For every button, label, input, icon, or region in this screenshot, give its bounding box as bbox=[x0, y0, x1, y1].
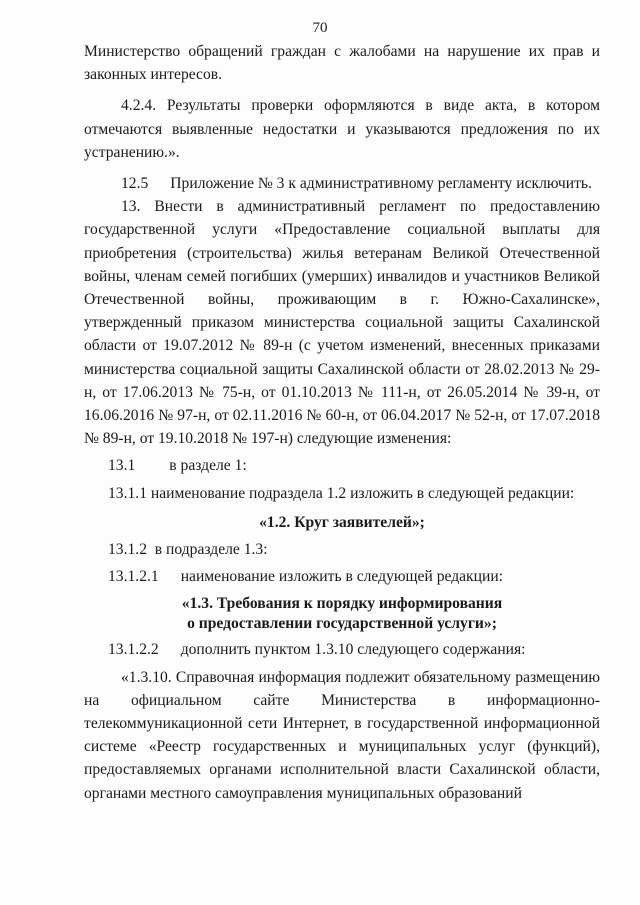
heading-1-3-line2: о предоставлении государственной услуги»; bbox=[187, 615, 497, 633]
paragraph-4-2-4: 4.2.4. Результаты проверки оформляются в виде акта, в котором отмечаются выявленные недостатки и указываются предложения по их устранению.». bbox=[84, 97, 600, 161]
paragraph-12-5 bbox=[84, 172, 600, 195]
item-number: 12.5 bbox=[121, 175, 149, 193]
paragraph-13-1-2-1 bbox=[84, 565, 600, 588]
item-text: наименование изложить в следующей редакции: bbox=[180, 568, 504, 586]
paragraph-13-1-2 bbox=[84, 538, 600, 561]
document-body bbox=[84, 40, 600, 805]
paragraph-13-1 bbox=[84, 454, 600, 477]
item-text: в подразделе 1.3: bbox=[154, 541, 268, 559]
item-number: 13.1 bbox=[108, 457, 136, 475]
item-text: Приложение № 3 к административному регламенту исключить. bbox=[170, 175, 592, 193]
item-text: в разделе 1: bbox=[169, 457, 247, 475]
heading-1-3 bbox=[84, 594, 600, 634]
paragraph-1-3-10: «1.3.10. Справочная информация подлежит обязательному размещению на официальном сайте Министерства в информационно-телекоммуникационной сети Интернет, в государственной информационной системе «Реестр государственных и муниципальных услуг (функций), предоставляемых органами исполнительной власти Сахалинской области, органами местного самоуправления муниципальных образований bbox=[84, 668, 600, 802]
paragraph-ministry-appeals: Министерство обращений граждан с жалобами на нарушение их прав и законных интересов. bbox=[84, 43, 600, 84]
paragraph-13-1-1: 13.1.1 наименование подраздела 1.2 изложить в следующей редакции: bbox=[108, 484, 575, 502]
item-number: 13.1.2.1 bbox=[108, 568, 159, 586]
paragraph-13: 13. Внести в административный регламент по предоставлению государственной услуги «Предоставление социальной выплаты для приобретения (строительства) жилья ветеранам Великой Отечественной войны, членам семей погибших (умерших) инвалидов и участников Великой Отечественной войны, проживающим в г. Южно-Сахалинске», утвержденный приказом министерства социальной защиты Сахалинской области от 19.07.2012 № 89-н (с учетом изменений, внесенных приказами министерства социальной защиты Сахалинской области от 28.02.2013 № 29-н, от 17.06.2013 № 75-н, от 01.10.2013 № 111-н, от 26.05.2014 № 39-н, от 16.06.2016 № 97-н, от 02.11.2016 № 60-н, от 06.04.2017 № 52-н, от 17.07.2018 № 89-н, от 19.10.2018 № 197-н) следующие изменения: bbox=[84, 198, 600, 448]
page-number: 70 bbox=[312, 20, 328, 36]
item-text: дополнить пунктом 1.3.10 следующего содержания: bbox=[180, 641, 526, 659]
heading-1-2: «1.2. Круг заявителей»; bbox=[259, 513, 425, 531]
paragraph-13-1-2-2 bbox=[84, 638, 600, 661]
heading-1-3-line1: «1.3. Требования к порядку информирования bbox=[181, 595, 503, 613]
item-number: 13.1.2 bbox=[108, 541, 147, 559]
item-number: 13.1.2.2 bbox=[108, 641, 159, 659]
